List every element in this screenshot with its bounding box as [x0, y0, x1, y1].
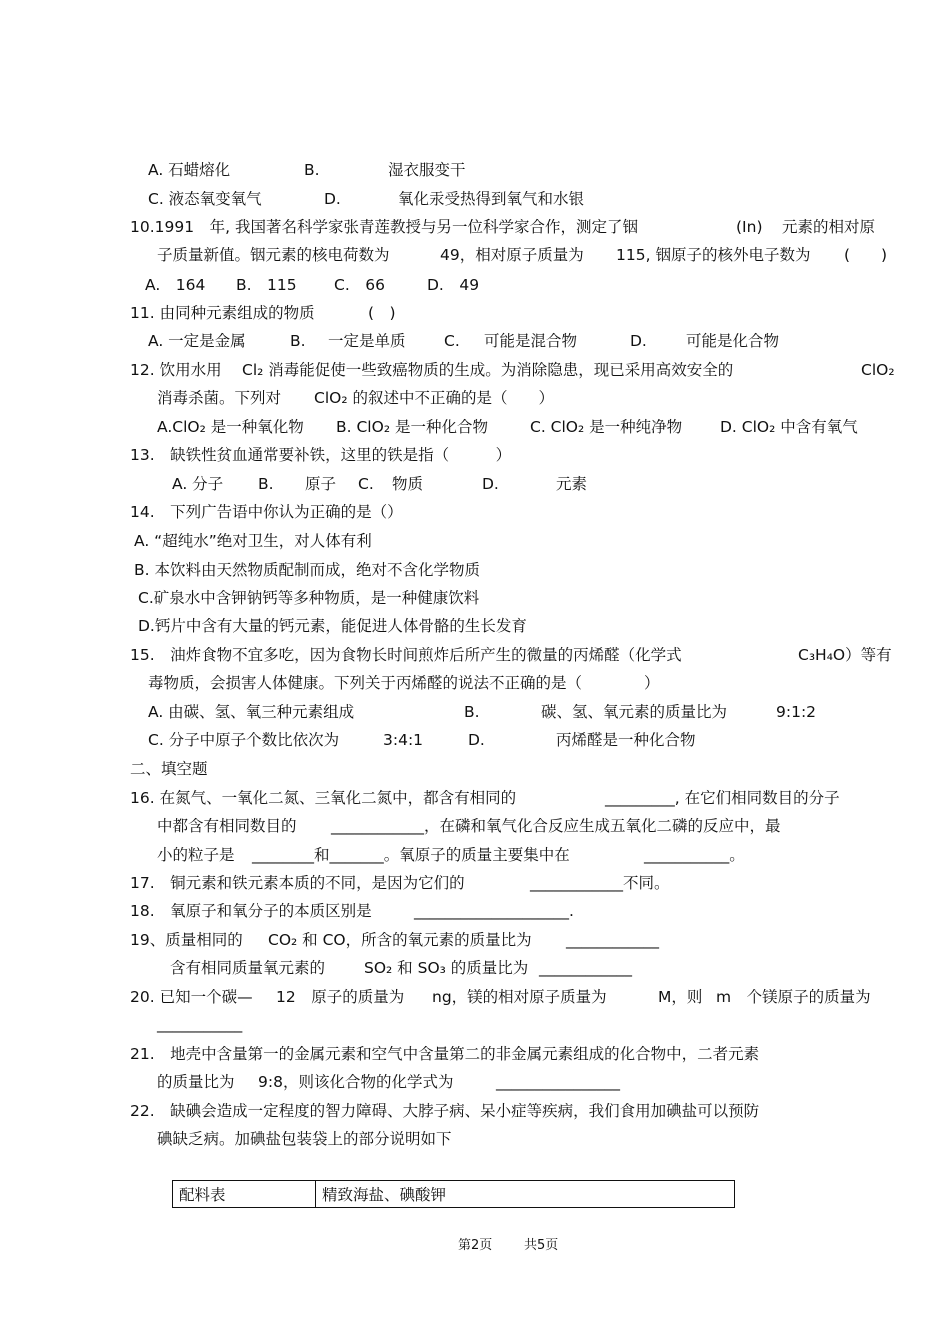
q13-option-c-letter: C.	[358, 475, 374, 493]
q9-option-b-letter: B.	[304, 161, 320, 179]
q20-text-a: 20. 已知一个碳—	[130, 988, 253, 1006]
q13-option-a: A. 分子	[172, 475, 224, 493]
q21-text-a: 的质量比为	[157, 1073, 235, 1091]
section-heading-fill-in: 二、填空题	[130, 760, 208, 778]
q15-option-c-ratio: 3:4:1	[383, 731, 424, 749]
q10-option-b: B. 115	[236, 276, 297, 294]
q19-text-d: SO₂ 和 SO₃ 的质量比为	[364, 959, 529, 977]
q10-text-a: 10.1991 年, 我国著名科学家张青莲教授与另一位科学家合作，测定了铟	[130, 218, 638, 236]
q14-option-a: A. “超纯水”绝对卫生，对人体有利	[134, 532, 372, 550]
q13-option-c-text: 物质	[392, 475, 424, 493]
q9-option-d-text: 氧化汞受热得到氧气和水银	[398, 190, 585, 208]
q12-option-d: D. ClO₂ 中含有氧气	[720, 418, 858, 436]
q21-text-b: 9:8，则该化合物的化学式为	[258, 1073, 454, 1091]
q11-answer-paren: ( )	[368, 304, 396, 322]
q12-text-a: 12. 饮用水用	[130, 361, 222, 379]
q11-option-a: A. 一定是金属	[148, 332, 246, 350]
q11-option-c-text: 可能是混合物	[484, 332, 578, 350]
q20-text-d: M，则	[658, 988, 703, 1006]
q16-blank-2: ____________，在磷和氧气化合反应生成五氧化二磷的反应中，最	[331, 817, 781, 835]
q12-option-c: C. ClO₂ 是一种纯净物	[530, 418, 683, 436]
q12-text-c: ClO₂	[861, 361, 895, 379]
q11-option-c-letter: C.	[444, 332, 460, 350]
q10-text-d: 子质量新值。铟元素的核电荷数为	[157, 246, 390, 264]
q9-option-d-letter: D.	[324, 190, 341, 208]
q20-text-c: ng，镁的相对原子质量为	[432, 988, 607, 1006]
q19-blank-2: ____________	[539, 959, 632, 977]
q15-option-d-text: 丙烯醛是一种化合物	[556, 731, 696, 749]
q10-text-c: 元素的相对原	[782, 218, 876, 236]
q20-text-b: 12 原子的质量为	[276, 988, 405, 1006]
ingredient-table	[172, 1180, 735, 1208]
q16-text-b: 中都含有相同数目的	[157, 817, 297, 835]
q12-option-b: B. ClO₂ 是一种化合物	[336, 418, 488, 436]
q11-option-b-letter: B.	[290, 332, 306, 350]
q19-text-b: CO₂ 和 CO，所含的氧元素的质量比为	[268, 931, 532, 949]
q10-text-f: 115, 铟原子的核外电子数为	[616, 246, 811, 264]
q15-text-a: 15. 油炸食物不宜多吃，因为食物长时间煎炸后所产生的微量的丙烯醛（化学式	[130, 646, 682, 664]
q15-option-b-text: 碳、氢、氧元素的质量比为	[541, 703, 728, 721]
q17-blank: ____________不同。	[530, 874, 670, 892]
q15-option-a: A. 由碳、氢、氧三种元素组成	[148, 703, 355, 721]
q17-text: 17. 铜元素和铁元素本质的不同，是因为它们的	[130, 874, 465, 892]
table-label-cell: 配料表	[173, 1181, 316, 1208]
q12-text-e: ClO₂ 的叙述中不正确的是（ ）	[314, 389, 554, 407]
q14-option-c: C.矿泉水中含钾钠钙等多种物质，是一种健康饮料	[138, 589, 480, 607]
q10-option-c: C. 66	[334, 276, 385, 294]
q16-text-c: 小的粒子是	[157, 846, 235, 864]
q21-line1: 21. 地壳中含量第一的金属元素和空气中含量第二的非金属元素组成的化合物中，二者元素	[130, 1045, 760, 1063]
q10-option-d: D. 49	[427, 276, 480, 294]
q9-option-c: C. 液态氧变氧气	[148, 190, 262, 208]
q10-option-a: A. 164	[145, 276, 206, 294]
q13-text: 13. 缺铁性贫血通常要补铁，这里的铁是指（ ）	[130, 446, 512, 464]
q16-blank-1: _________, 在它们相同数目的分子	[605, 789, 840, 807]
q10-text-e: 49，相对原子质量为	[440, 246, 584, 264]
q9-option-a: A. 石蜡熔化	[148, 161, 231, 179]
q12-text-b: Cl₂ 消毒能促使一些致癌物质的生成。为消除隐患，现已采用高效安全的	[242, 361, 734, 379]
q9-option-b-text: 湿衣服变干	[388, 161, 466, 179]
q13-option-d-letter: D.	[482, 475, 499, 493]
table-value-cell: 精致海盐、碘酸钾	[316, 1181, 735, 1208]
q10-answer-paren: ( )	[844, 246, 888, 264]
q18-text: 18. 氧原子和氧分子的本质区别是	[130, 902, 372, 920]
q11-option-d-letter: D.	[630, 332, 647, 350]
q12-option-a: A.ClO₂ 是一种氧化物	[157, 418, 304, 436]
footer-total-pages: 共5页	[524, 1238, 559, 1253]
q13-option-b-letter: B.	[258, 475, 274, 493]
q14-option-d: D.钙片中含有大量的钙元素，能促进人体骨骼的生长发育	[138, 617, 527, 635]
q22-line2: 碘缺乏病。加碘盐包装袋上的部分说明如下	[157, 1130, 452, 1148]
q11-option-d-text: 可能是化合物	[686, 332, 780, 350]
footer-page-number: 第2页	[458, 1238, 493, 1253]
q15-option-b-ratio: 9:1:2	[776, 703, 817, 721]
q19-text-c: 含有相同质量氧元素的	[170, 959, 326, 977]
q15-stem-line2: 毒物质，会损害人体健康。下列关于丙烯醛的说法不正确的是（ ）	[148, 674, 660, 692]
table-row	[173, 1181, 735, 1208]
q15-option-b-letter: B.	[464, 703, 480, 721]
q20-blank: ___________	[157, 1015, 243, 1033]
q19-blank-1: ____________	[566, 931, 659, 949]
q22-line1: 22. 缺碘会造成一定程度的智力障碍、大脖子病、呆小症等疾病，我们食用加碘盐可以预防	[130, 1102, 760, 1120]
q14-stem: 14. 下列广告语中你认为正确的是（）	[130, 503, 403, 521]
q16-text-a: 16. 在氮气、一氧化二氮、三氧化二氮中，都含有相同的	[130, 789, 517, 807]
q16-blank-4: ___________。	[644, 846, 745, 864]
q14-option-b: B. 本饮料由天然物质配制而成，绝对不含化学物质	[134, 561, 480, 579]
q15-option-d-letter: D.	[468, 731, 485, 749]
q21-blank: ________________	[496, 1073, 620, 1091]
q12-text-d: 消毒杀菌。下列对	[157, 389, 282, 407]
q13-option-d-text: 元素	[556, 475, 588, 493]
q20-text-e: m 个镁原子的质量为	[716, 988, 871, 1006]
q11-text: 11. 由同种元素组成的物质	[130, 304, 315, 322]
q11-option-b-text: 一定是单质	[328, 332, 406, 350]
q10-text-b: (In)	[736, 218, 763, 236]
q13-option-b-text: 原子	[305, 475, 337, 493]
q19-text-a: 19、质量相同的	[130, 931, 243, 949]
q18-blank: ____________________.	[414, 902, 574, 920]
q15-text-b: C₃H₄O）等有	[798, 646, 892, 664]
q15-option-c-text: C. 分子中原子个数比依次为	[148, 731, 340, 749]
q16-blank-3: ________和_______。氧原子的质量主要集中在	[252, 846, 570, 864]
